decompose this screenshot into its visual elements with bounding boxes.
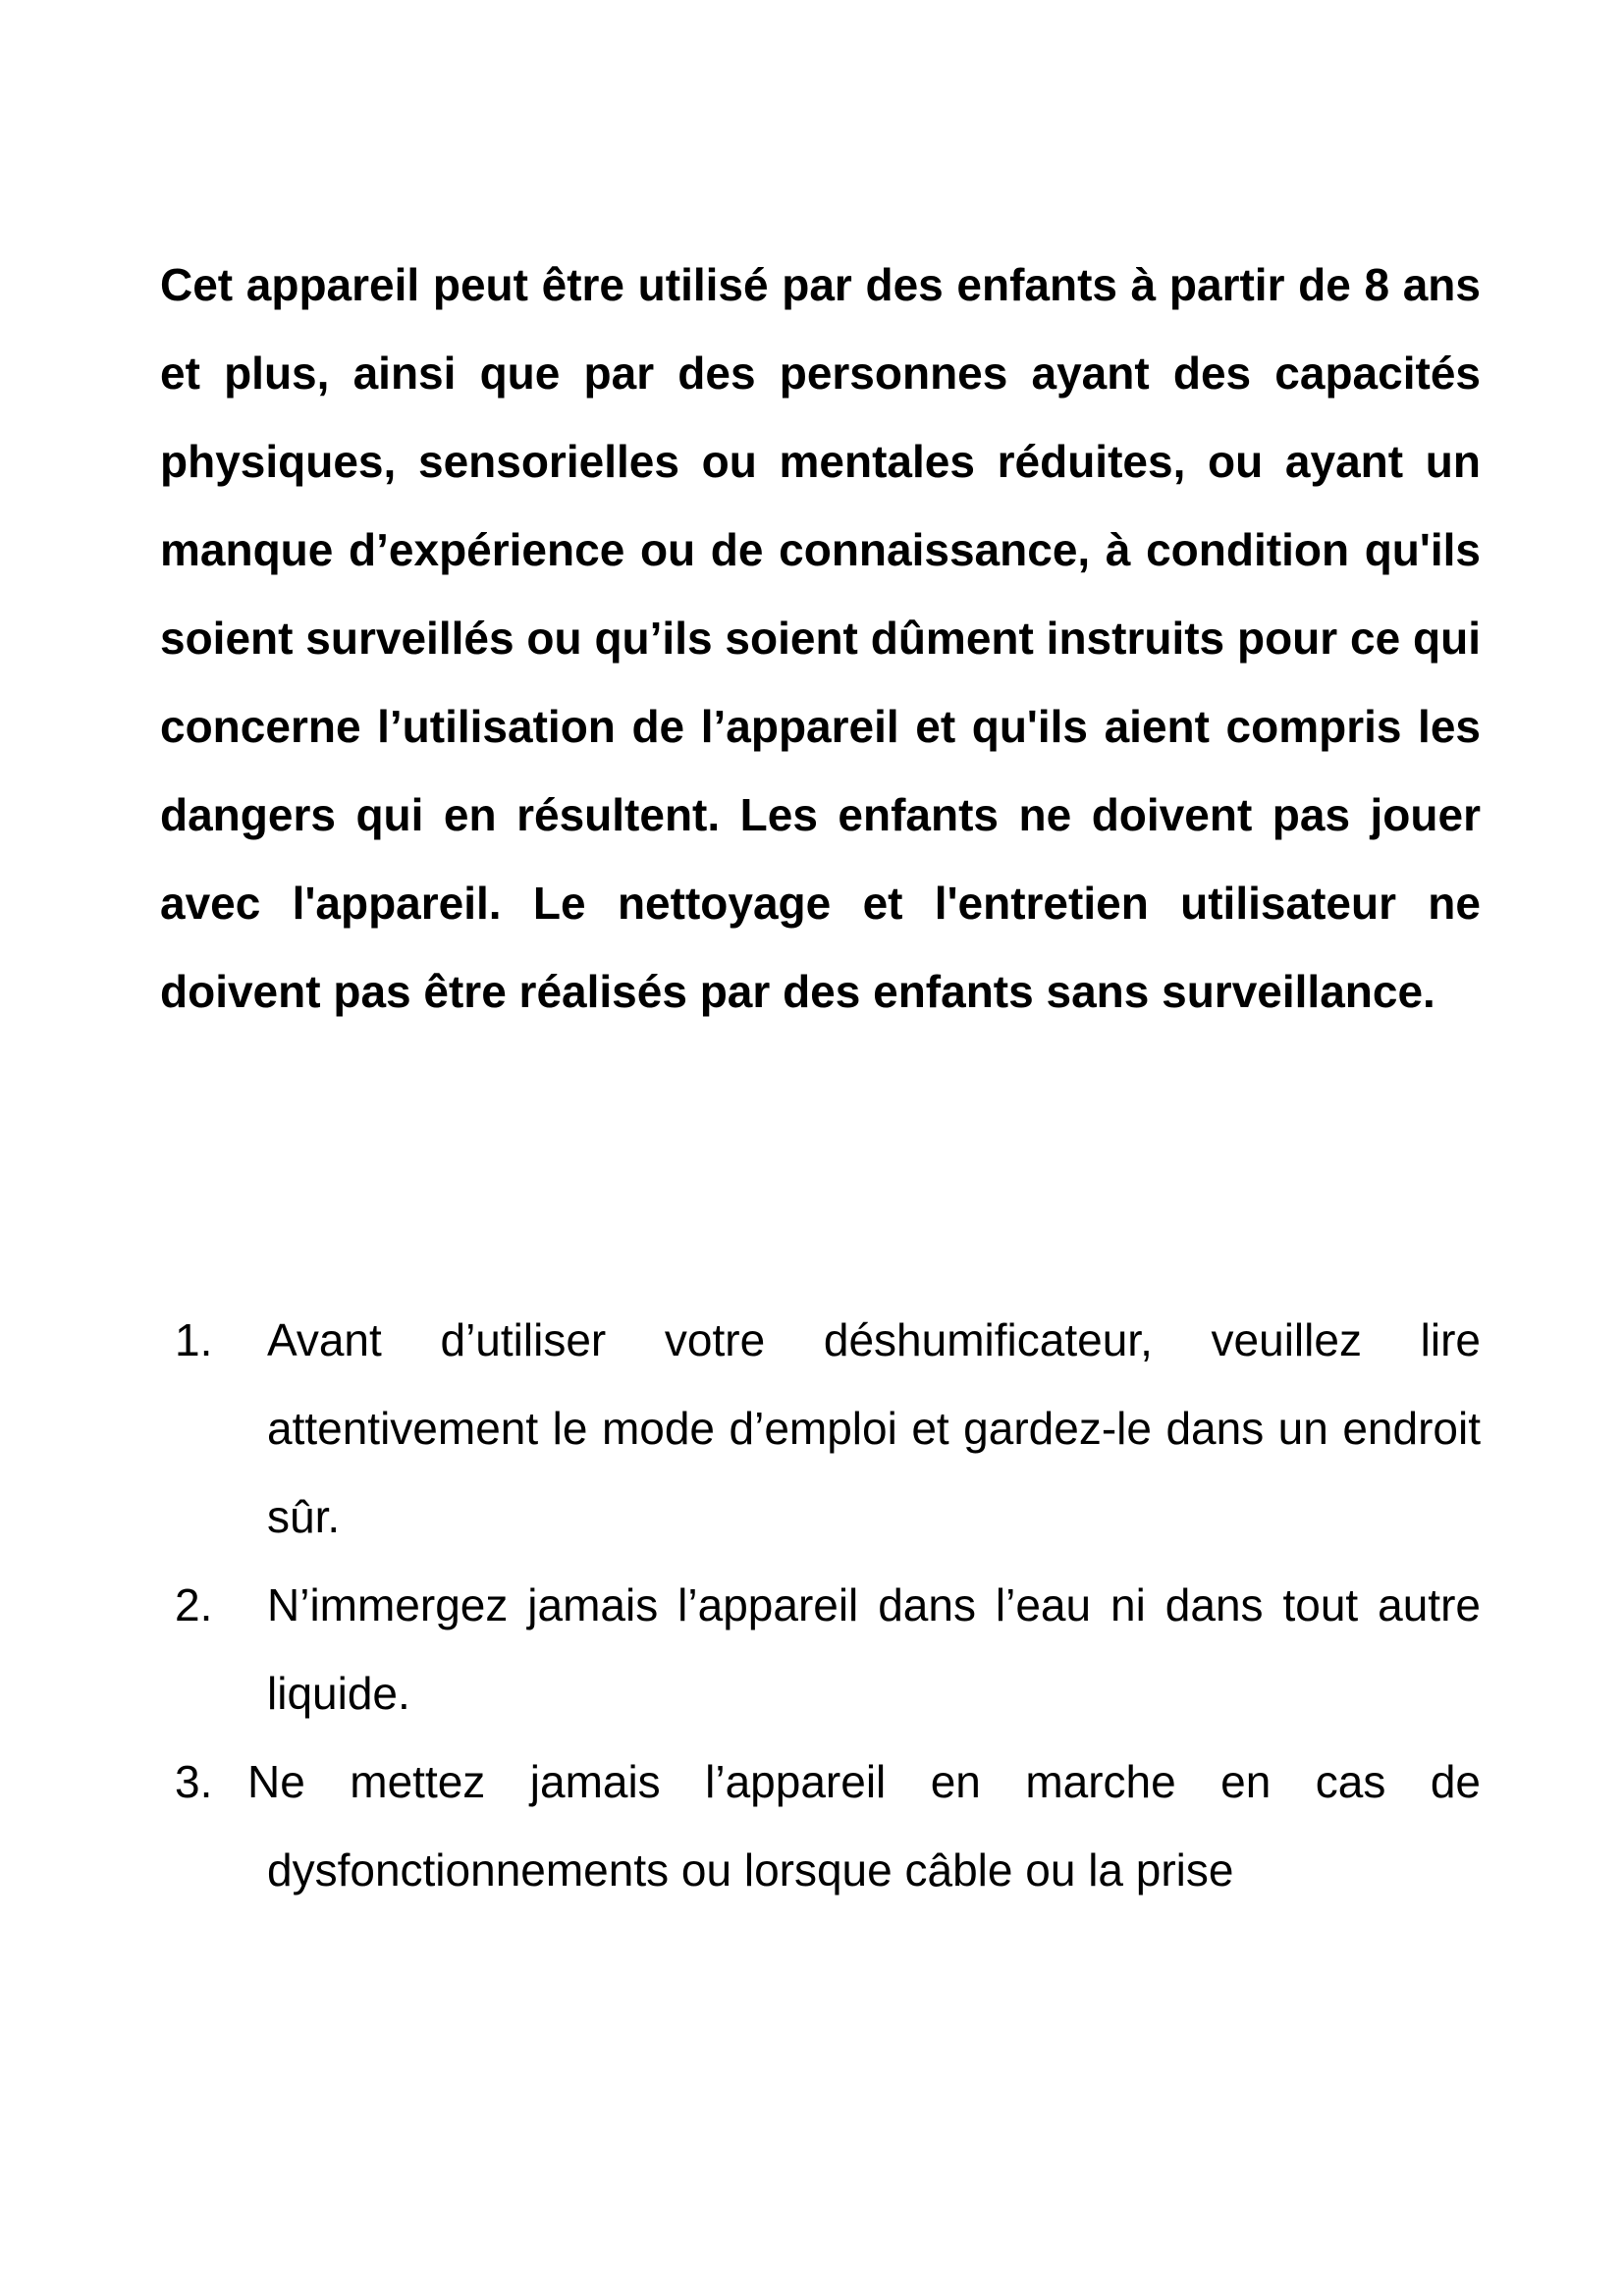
instruction-number: 2. <box>175 1579 213 1630</box>
instruction-number: 1. <box>175 1314 213 1365</box>
instruction-text: Avant d’utiliser votre déshumificateur, veuillez lire attentivement le mode d’emploi et gardez-le dans un endroit sûr. <box>267 1314 1481 1542</box>
safety-warning-paragraph: Cet appareil peut être utilisé par des enfants à partir de 8 ans et plus, ainsi que par des personnes ayant des capacités physiques, sensorielles ou mentales réduites, ou ayant un manque d’expérience ou de connaissance, à condition qu'ils soient surveillés ou qu’ils soient dûment instruits pour ce qui concerne l’utilisation de l’appareil et qu'ils aient compris les dangers qui en résultent. Les enfants ne doivent pas jouer avec l'appareil. Le nettoyage et l'entretien utilisateur ne doivent pas être réalisés par des enfants sans surveillance. <box>160 259 1481 1017</box>
instruction-text: N’immergez jamais l’appareil dans l’eau ni dans tout autre liquide. <box>267 1579 1481 1719</box>
instruction-item-2 <box>160 1561 1481 1737</box>
instruction-list <box>160 1296 1481 1914</box>
instruction-item-1 <box>160 1296 1481 1561</box>
instruction-text: Ne mettez jamais l’appareil en marche en cas de dysfonctionnements ou lorsque câble ou la prise <box>247 1756 1481 1896</box>
instruction-number: 3. <box>175 1756 213 1807</box>
instruction-item-3 <box>160 1737 1481 1914</box>
